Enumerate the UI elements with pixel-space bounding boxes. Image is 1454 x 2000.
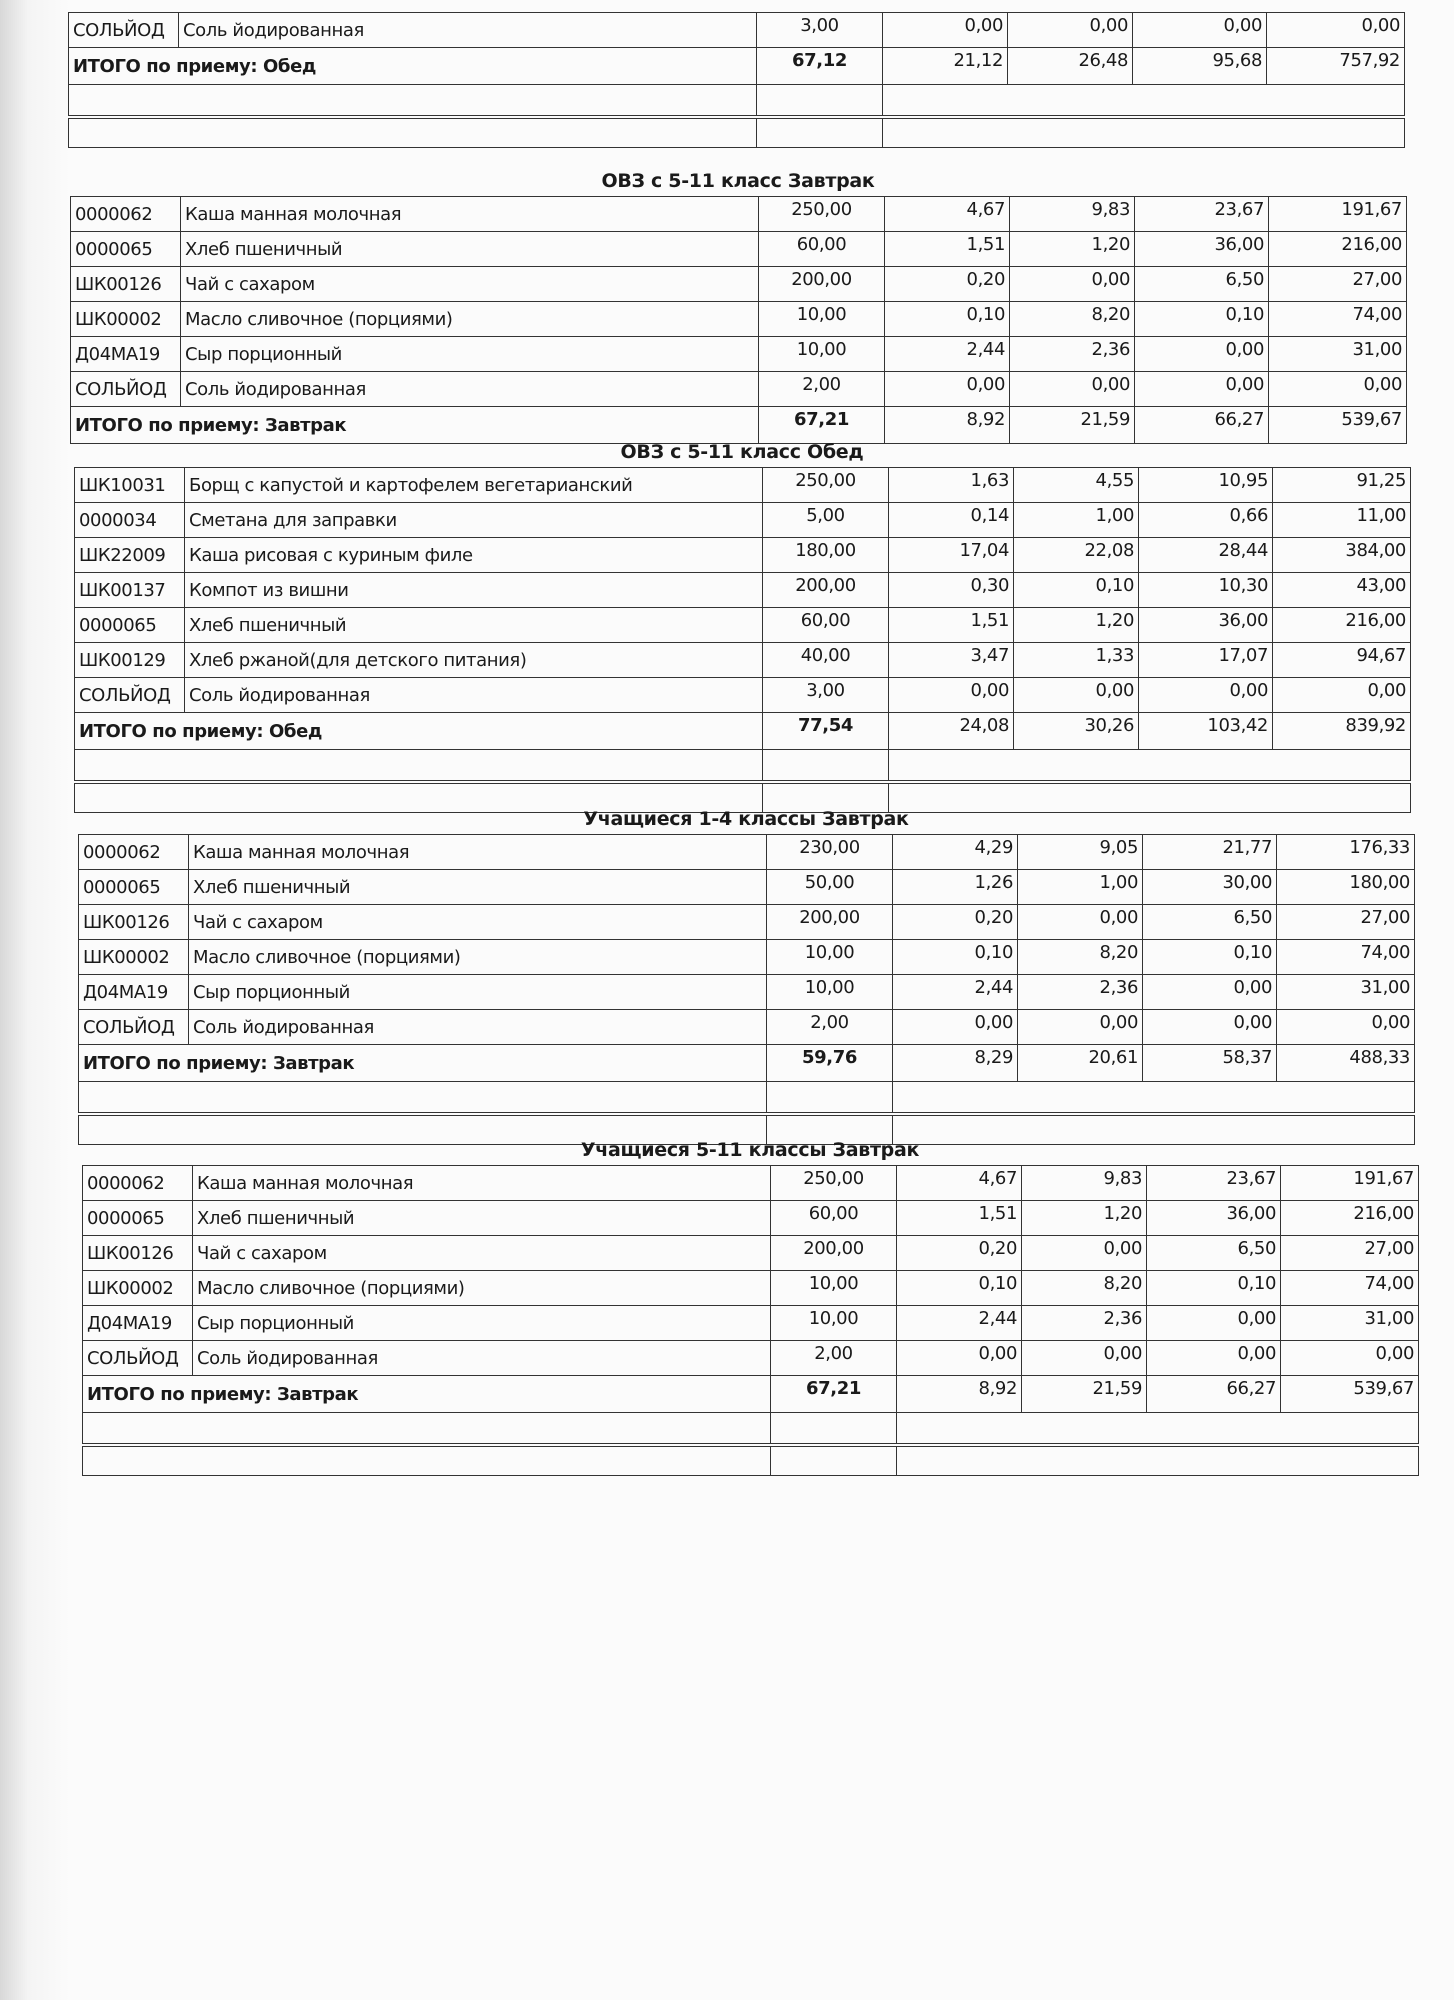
dish-name: Сметана для заправки: [185, 503, 763, 538]
dish-fat: 8,20: [1018, 940, 1143, 975]
dish-fat: 0,00: [1018, 905, 1143, 940]
blank-cell: [757, 85, 883, 118]
total-energy: 839,92: [1273, 713, 1411, 750]
table-row: [83, 1236, 1419, 1271]
dish-mass: 250,00: [763, 468, 889, 503]
dish-fat: 0,00: [1022, 1236, 1147, 1271]
dish-energy: 31,00: [1269, 337, 1407, 372]
table-row: [75, 468, 1411, 503]
scan-edge-shadow: [0, 0, 70, 2000]
total-row: [69, 48, 1405, 85]
dish-code: ШК00129: [75, 643, 185, 678]
total-carbs: 103,42: [1139, 713, 1273, 750]
dish-energy: 0,00: [1277, 1010, 1415, 1045]
total-energy: 757,92: [1267, 48, 1405, 85]
blank-cell: [897, 1445, 1419, 1476]
dish-energy: 91,25: [1273, 468, 1411, 503]
blank-cell: [757, 117, 883, 148]
table-row: [83, 1341, 1419, 1376]
dish-carbs: 0,10: [1143, 940, 1277, 975]
dish-protein: 2,44: [897, 1306, 1022, 1341]
dish-fat: 0,00: [1008, 13, 1133, 48]
table-row: [75, 503, 1411, 538]
dish-fat: 9,83: [1022, 1166, 1147, 1201]
dish-name: Хлеб пшеничный: [193, 1201, 771, 1236]
dish-code: ШК00126: [83, 1236, 193, 1271]
dish-protein: 0,10: [893, 940, 1018, 975]
dish-energy: 216,00: [1281, 1201, 1419, 1236]
total-row: [79, 1045, 1415, 1082]
total-row: [75, 713, 1411, 750]
dish-name: Соль йодированная: [179, 13, 757, 48]
total-protein: 8,92: [897, 1376, 1022, 1413]
dish-protein: 0,00: [897, 1341, 1022, 1376]
dish-code: 0000062: [79, 835, 189, 870]
blank-cell: [767, 1082, 893, 1115]
dish-carbs: 23,67: [1135, 197, 1269, 232]
dish-name: Масло сливочное (порциями): [193, 1271, 771, 1306]
dish-protein: 0,14: [889, 503, 1014, 538]
table-row: [79, 940, 1415, 975]
dish-carbs: 36,00: [1135, 232, 1269, 267]
dish-mass: 60,00: [759, 232, 885, 267]
dish-code: ШК00137: [75, 573, 185, 608]
dish-code: ШК10031: [75, 468, 185, 503]
total-fat: 30,26: [1014, 713, 1139, 750]
dish-name: Сыр порционный: [181, 337, 759, 372]
dish-mass: 2,00: [771, 1341, 897, 1376]
dish-mass: 200,00: [771, 1236, 897, 1271]
dish-carbs: 0,10: [1147, 1271, 1281, 1306]
dish-code: СОЛЬЙОД: [83, 1341, 193, 1376]
dish-protein: 0,10: [897, 1271, 1022, 1306]
total-label: ИТОГО по приему: Завтрак: [79, 1045, 767, 1082]
dish-carbs: 0,00: [1133, 13, 1267, 48]
dish-code: 0000062: [71, 197, 181, 232]
total-fat: 20,61: [1018, 1045, 1143, 1082]
table-row: [71, 232, 1407, 267]
table-row: [71, 372, 1407, 407]
dish-protein: 0,00: [885, 372, 1010, 407]
dish-fat: 0,00: [1022, 1341, 1147, 1376]
blank-cell: [79, 1082, 767, 1115]
dish-fat: 1,00: [1018, 870, 1143, 905]
dish-mass: 200,00: [759, 267, 885, 302]
dish-fat: 1,20: [1022, 1201, 1147, 1236]
dish-code: ШК00126: [79, 905, 189, 940]
dish-name: Каша манная молочная: [193, 1166, 771, 1201]
dish-protein: 1,51: [889, 608, 1014, 643]
dish-fat: 4,55: [1014, 468, 1139, 503]
blank-cell: [893, 1082, 1415, 1115]
dish-code: Д04МА19: [79, 975, 189, 1010]
dish-energy: 43,00: [1273, 573, 1411, 608]
dish-energy: 74,00: [1281, 1271, 1419, 1306]
table-row: [83, 1271, 1419, 1306]
dish-code: 0000065: [83, 1201, 193, 1236]
menu-table: [82, 1165, 1419, 1476]
dish-code: ШК00126: [71, 267, 181, 302]
dish-energy: 94,67: [1273, 643, 1411, 678]
blank-cell: [771, 1413, 897, 1446]
total-mass: 67,12: [757, 48, 883, 85]
menu-section: [78, 804, 1414, 1145]
dish-fat: 0,10: [1014, 573, 1139, 608]
dish-energy: 0,00: [1269, 372, 1407, 407]
blank-cell: [69, 117, 757, 148]
dish-name: Сыр порционный: [189, 975, 767, 1010]
menu-section: [70, 166, 1406, 444]
dish-energy: 0,00: [1273, 678, 1411, 713]
total-carbs: 58,37: [1143, 1045, 1277, 1082]
dish-protein: 0,00: [889, 678, 1014, 713]
dish-fat: 0,00: [1018, 1010, 1143, 1045]
menu-section: [74, 437, 1410, 813]
dish-name: Хлеб пшеничный: [181, 232, 759, 267]
blank-cell: [83, 1413, 771, 1446]
menu-table: [74, 467, 1411, 813]
total-mass: 59,76: [767, 1045, 893, 1082]
menu-table: [70, 196, 1407, 444]
dish-energy: 191,67: [1281, 1166, 1419, 1201]
dish-code: Д04МА19: [83, 1306, 193, 1341]
dish-carbs: 0,00: [1143, 975, 1277, 1010]
dish-energy: 27,00: [1269, 267, 1407, 302]
section-title: ОВЗ с 5-11 класс Завтрак: [601, 170, 875, 192]
total-protein: 21,12: [883, 48, 1008, 85]
table-row: [71, 337, 1407, 372]
table-row: [75, 573, 1411, 608]
dish-protein: 1,51: [897, 1201, 1022, 1236]
dish-name: Каша рисовая с куриным филе: [185, 538, 763, 573]
dish-carbs: 0,00: [1135, 372, 1269, 407]
dish-code: ШК00002: [79, 940, 189, 975]
section-title: Учащиеся 5-11 классы Завтрак: [580, 1139, 920, 1161]
dish-carbs: 0,00: [1139, 678, 1273, 713]
table-row: [83, 1166, 1419, 1201]
dish-fat: 1,20: [1014, 608, 1139, 643]
dish-protein: 0,20: [893, 905, 1018, 940]
dish-name: Масло сливочное (порциями): [189, 940, 767, 975]
dish-carbs: 10,30: [1139, 573, 1273, 608]
dish-mass: 5,00: [763, 503, 889, 538]
dish-fat: 2,36: [1022, 1306, 1147, 1341]
dish-mass: 3,00: [757, 13, 883, 48]
table-row: [71, 197, 1407, 232]
dish-fat: 1,20: [1010, 232, 1135, 267]
dish-fat: 0,00: [1014, 678, 1139, 713]
dish-mass: 10,00: [767, 975, 893, 1010]
dish-carbs: 28,44: [1139, 538, 1273, 573]
dish-carbs: 6,50: [1147, 1236, 1281, 1271]
dish-protein: 1,26: [893, 870, 1018, 905]
dish-carbs: 30,00: [1143, 870, 1277, 905]
dish-code: 0000065: [75, 608, 185, 643]
total-energy: 539,67: [1281, 1376, 1419, 1413]
dish-fat: 8,20: [1022, 1271, 1147, 1306]
total-carbs: 66,27: [1147, 1376, 1281, 1413]
dish-code: 0000065: [79, 870, 189, 905]
dish-fat: 0,00: [1010, 267, 1135, 302]
dish-name: Масло сливочное (порциями): [181, 302, 759, 337]
dish-protein: 0,00: [893, 1010, 1018, 1045]
table-row: [83, 1306, 1419, 1341]
dish-code: Д04МА19: [71, 337, 181, 372]
dish-code: 0000034: [75, 503, 185, 538]
dish-protein: 4,67: [897, 1166, 1022, 1201]
total-label: ИТОГО по приему: Обед: [69, 48, 757, 85]
table-row: [71, 267, 1407, 302]
table-row: [71, 302, 1407, 337]
dish-name: Сыр порционный: [193, 1306, 771, 1341]
dish-carbs: 6,50: [1135, 267, 1269, 302]
dish-protein: 2,44: [893, 975, 1018, 1010]
total-energy: 539,67: [1269, 407, 1407, 444]
dish-protein: 0,20: [897, 1236, 1022, 1271]
dish-energy: 176,33: [1277, 835, 1415, 870]
dish-energy: 384,00: [1273, 538, 1411, 573]
dish-energy: 216,00: [1269, 232, 1407, 267]
dish-name: Чай с сахаром: [181, 267, 759, 302]
dish-name: Чай с сахаром: [189, 905, 767, 940]
dish-carbs: 0,00: [1143, 1010, 1277, 1045]
dish-carbs: 21,77: [1143, 835, 1277, 870]
dish-code: 0000062: [83, 1166, 193, 1201]
dish-mass: 10,00: [767, 940, 893, 975]
dish-carbs: 0,66: [1139, 503, 1273, 538]
total-row: [83, 1376, 1419, 1413]
dish-mass: 230,00: [767, 835, 893, 870]
blank-cell: [75, 750, 763, 783]
blank-cell: [897, 1413, 1419, 1446]
dish-fat: 8,20: [1010, 302, 1135, 337]
dish-protein: 1,51: [885, 232, 1010, 267]
total-fat: 21,59: [1010, 407, 1135, 444]
dish-fat: 22,08: [1014, 538, 1139, 573]
dish-name: Каша манная молочная: [181, 197, 759, 232]
dish-energy: 0,00: [1267, 13, 1405, 48]
dish-mass: 250,00: [759, 197, 885, 232]
dish-energy: 0,00: [1281, 1341, 1419, 1376]
section-title: ОВЗ с 5-11 класс Обед: [620, 441, 864, 463]
dish-code: СОЛЬЙОД: [79, 1010, 189, 1045]
menu-section: [82, 1135, 1418, 1476]
dish-carbs: 6,50: [1143, 905, 1277, 940]
table-row: [83, 1201, 1419, 1236]
blank-cell: [889, 750, 1411, 783]
dish-mass: 180,00: [763, 538, 889, 573]
dish-energy: 74,00: [1277, 940, 1415, 975]
total-protein: 24,08: [889, 713, 1014, 750]
dish-name: Соль йодированная: [189, 1010, 767, 1045]
dish-carbs: 23,67: [1147, 1166, 1281, 1201]
dish-mass: 2,00: [759, 372, 885, 407]
blank-row: [83, 1445, 1419, 1476]
blank-row: [69, 117, 1405, 148]
total-mass: 77,54: [763, 713, 889, 750]
dish-mass: 50,00: [767, 870, 893, 905]
dish-mass: 10,00: [759, 302, 885, 337]
dish-energy: 74,00: [1269, 302, 1407, 337]
total-label: ИТОГО по приему: Обед: [75, 713, 763, 750]
table-row: [75, 643, 1411, 678]
total-protein: 8,92: [885, 407, 1010, 444]
total-fat: 21,59: [1022, 1376, 1147, 1413]
menu-table: [68, 12, 1405, 148]
dish-code: ШК00002: [71, 302, 181, 337]
dish-name: Каша манная молочная: [189, 835, 767, 870]
total-carbs: 66,27: [1135, 407, 1269, 444]
total-label: ИТОГО по приему: Завтрак: [83, 1376, 771, 1413]
dish-code: ШК22009: [75, 538, 185, 573]
dish-protein: 4,67: [885, 197, 1010, 232]
dish-energy: 31,00: [1277, 975, 1415, 1010]
table-row: [79, 1010, 1415, 1045]
section-title: Учащиеся 1-4 классы Завтрак: [583, 808, 909, 830]
dish-fat: 2,36: [1018, 975, 1143, 1010]
dish-protein: 0,20: [885, 267, 1010, 302]
total-fat: 26,48: [1008, 48, 1133, 85]
dish-mass: 60,00: [763, 608, 889, 643]
total-mass: 67,21: [759, 407, 885, 444]
dish-energy: 216,00: [1273, 608, 1411, 643]
total-mass: 67,21: [771, 1376, 897, 1413]
dish-protein: 17,04: [889, 538, 1014, 573]
table-row: [75, 678, 1411, 713]
dish-protein: 0,00: [883, 13, 1008, 48]
dish-energy: 191,67: [1269, 197, 1407, 232]
dish-energy: 27,00: [1281, 1236, 1419, 1271]
dish-name: Соль йодированная: [181, 372, 759, 407]
dish-fat: 1,00: [1014, 503, 1139, 538]
dish-carbs: 0,10: [1135, 302, 1269, 337]
dish-code: СОЛЬЙОД: [69, 13, 179, 48]
blank-row: [79, 1082, 1415, 1115]
dish-energy: 27,00: [1277, 905, 1415, 940]
dish-fat: 9,05: [1018, 835, 1143, 870]
blank-cell: [883, 117, 1405, 148]
dish-energy: 31,00: [1281, 1306, 1419, 1341]
dish-mass: 40,00: [763, 643, 889, 678]
total-energy: 488,33: [1277, 1045, 1415, 1082]
dish-name: Хлеб пшеничный: [185, 608, 763, 643]
blank-cell: [883, 85, 1405, 118]
dish-name: Соль йодированная: [185, 678, 763, 713]
dish-mass: 10,00: [771, 1271, 897, 1306]
table-row: [79, 835, 1415, 870]
dish-mass: 200,00: [763, 573, 889, 608]
dish-name: Чай с сахаром: [193, 1236, 771, 1271]
dish-fat: 9,83: [1010, 197, 1135, 232]
blank-row: [69, 85, 1405, 118]
blank-cell: [771, 1445, 897, 1476]
table-row: [79, 975, 1415, 1010]
dish-mass: 3,00: [763, 678, 889, 713]
dish-fat: 2,36: [1010, 337, 1135, 372]
dish-name: Хлеб пшеничный: [189, 870, 767, 905]
blank-row: [83, 1413, 1419, 1446]
dish-protein: 2,44: [885, 337, 1010, 372]
dish-protein: 4,29: [893, 835, 1018, 870]
dish-name: Компот из вишни: [185, 573, 763, 608]
table-row: [75, 538, 1411, 573]
dish-code: СОЛЬЙОД: [75, 678, 185, 713]
dish-mass: 10,00: [759, 337, 885, 372]
table-row: [75, 608, 1411, 643]
dish-energy: 11,00: [1273, 503, 1411, 538]
total-protein: 8,29: [893, 1045, 1018, 1082]
dish-code: СОЛЬЙОД: [71, 372, 181, 407]
dish-carbs: 10,95: [1139, 468, 1273, 503]
blank-row: [75, 750, 1411, 783]
blank-cell: [69, 85, 757, 118]
blank-cell: [763, 750, 889, 783]
dish-fat: 1,33: [1014, 643, 1139, 678]
table-row: [69, 13, 1405, 48]
dish-name: Соль йодированная: [193, 1341, 771, 1376]
dish-mass: 60,00: [771, 1201, 897, 1236]
dish-name: Хлеб ржаной(для детского питания): [185, 643, 763, 678]
dish-carbs: 36,00: [1147, 1201, 1281, 1236]
dish-protein: 1,63: [889, 468, 1014, 503]
dish-fat: 0,00: [1010, 372, 1135, 407]
dish-mass: 2,00: [767, 1010, 893, 1045]
menu-table: [78, 834, 1415, 1145]
table-row: [79, 870, 1415, 905]
dish-code: ШК00002: [83, 1271, 193, 1306]
dish-mass: 200,00: [767, 905, 893, 940]
dish-protein: 0,30: [889, 573, 1014, 608]
dish-carbs: 36,00: [1139, 608, 1273, 643]
dish-carbs: 0,00: [1135, 337, 1269, 372]
dish-name: Борщ с капустой и картофелем вегетарианский: [185, 468, 763, 503]
blank-cell: [83, 1445, 771, 1476]
dish-code: 0000065: [71, 232, 181, 267]
dish-protein: 3,47: [889, 643, 1014, 678]
dish-carbs: 0,00: [1147, 1306, 1281, 1341]
dish-protein: 0,10: [885, 302, 1010, 337]
dish-mass: 250,00: [771, 1166, 897, 1201]
dish-energy: 180,00: [1277, 870, 1415, 905]
dish-mass: 10,00: [771, 1306, 897, 1341]
menu-section: [68, 12, 1404, 148]
dish-carbs: 0,00: [1147, 1341, 1281, 1376]
dish-carbs: 17,07: [1139, 643, 1273, 678]
total-label: ИТОГО по приему: Завтрак: [71, 407, 759, 444]
total-carbs: 95,68: [1133, 48, 1267, 85]
table-row: [79, 905, 1415, 940]
